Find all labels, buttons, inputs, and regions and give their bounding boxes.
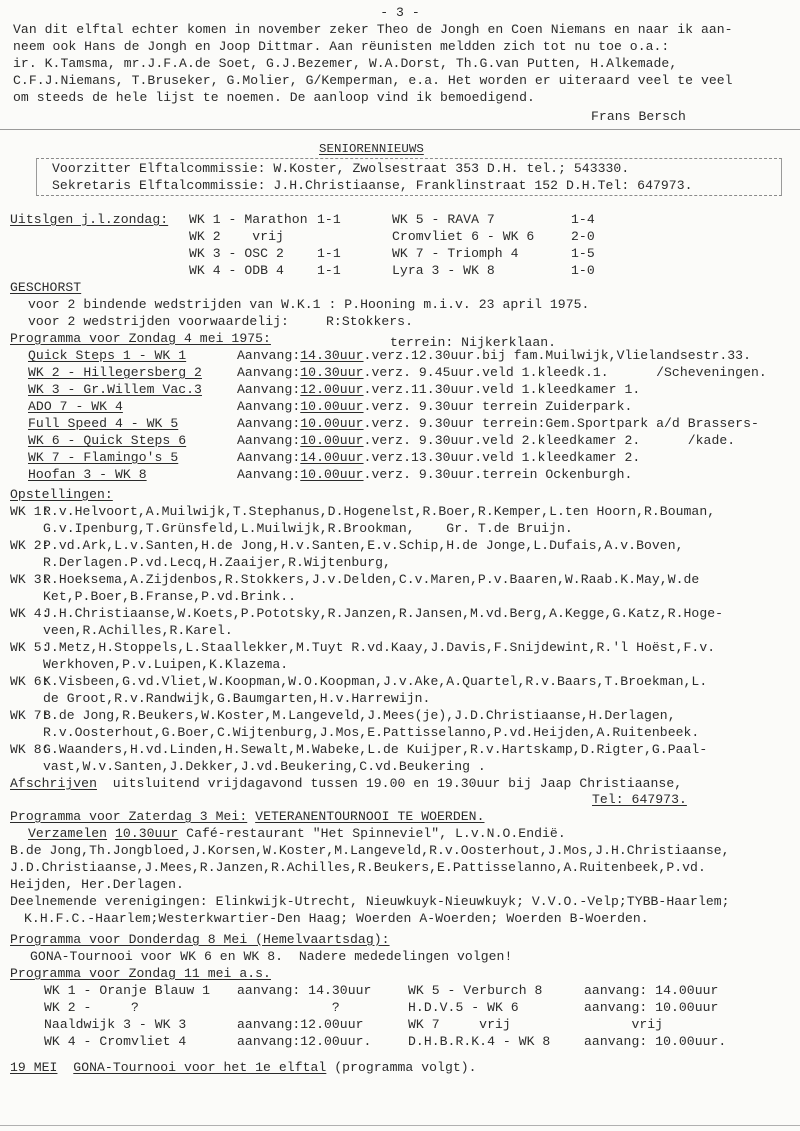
fixture-details: Aanvang:10.00uur.verz. 9.30uur terrein Zuiderpark.	[237, 399, 633, 414]
lineup-players: vast,W.v.Santen,J.Dekker,J.vd.Beukering,C.vd.Beukering .	[43, 759, 486, 774]
lineup-team: WK 3:	[10, 572, 50, 587]
program-field: terrein: Nijkerklaan.	[390, 335, 557, 350]
lineup-team: WK 8:	[10, 742, 50, 757]
veteran-players: J.D.Christiaanse,J.Mees,R.Janzen,R.Achilles,R.Beukers,E.Pattisselanno,A.Ruitenbeek,P.vd.	[10, 860, 706, 875]
program-title: Programma voor Zondag 11 mei a.s.	[10, 966, 271, 981]
cancel-label: Afschrijven	[10, 776, 97, 791]
fixture-match: WK 7 vrij	[408, 1017, 511, 1032]
gather-place: Café-restaurant "Het Spinneviel", L.v.N.O.Endië.	[178, 826, 566, 841]
committee-secretary: Sekretaris Elftalcommissie: J.H.Christiaanse, Franklinstraat 152 D.H.Tel: 647973.	[52, 178, 693, 193]
gather-label: Verzamelen	[28, 826, 108, 841]
fixture-details: Aanvang:14.30uur.verz.12.30uur.bij fam.Muilwijk,Vlielandsestr.33.	[237, 348, 751, 363]
divider	[0, 129, 800, 130]
fixture-start: aanvang: 14.00uur	[584, 983, 719, 998]
result-score: 1-5	[571, 246, 595, 261]
fixture-start: aanvang:12.00uur.	[237, 1034, 372, 1049]
fixture-start: aanvang: 14.30uur	[237, 983, 372, 998]
section-title: SENIORENNIEUWS	[319, 142, 424, 156]
page-number: - 3 -	[380, 5, 420, 20]
cancel-text: uitsluitend vrijdagavond tussen 19.00 en 19.30uur bij Jaap Christiaanse,	[96, 776, 683, 791]
gather-time: 10.30uur	[115, 826, 179, 841]
fixture-match: Full Speed 4 - WK 5	[28, 416, 179, 431]
lineup-players: J.H.Christiaanse,W.Koets,P.Pototsky,R.Janzen,R.Jansen,M.vd.Berg,A.Kegge,G.Katz,R.Hoge-	[43, 606, 724, 621]
fixture-start: aanvang:12.00uur	[237, 1017, 364, 1032]
fixture-match: Naaldwijk 3 - WK 3	[44, 1017, 187, 1032]
cancel-phone: Tel: 647973.	[592, 792, 687, 807]
result-match: WK 5 - RAVA 7	[392, 212, 495, 227]
result-score: 1-1	[317, 212, 341, 227]
may19-notice	[10, 1059, 477, 1076]
result-match: WK 1 - Marathon	[189, 212, 308, 227]
lineup-players: K.Visbeen,G.vd.Vliet,W.Koopman,W.O.Koopman,J.v.Ake,A.Quartel,R.v.Baars,T.Broekman,L.	[43, 674, 708, 689]
program-text: GONA-Tournooi voor WK 6 en WK 8. Nadere mededelingen volgen!	[30, 949, 513, 964]
result-match: WK 4 - ODB 4	[189, 263, 284, 278]
suspended-player: R:Stokkers.	[326, 314, 413, 329]
result-match: Cromvliet 6 - WK 6	[392, 229, 535, 244]
lineup-players: de Groot,R.v.Randwijk,G.Baumgarten,H.v.Harrewijn.	[43, 691, 431, 706]
lineup-team: WK 4:	[10, 606, 50, 621]
program-title: Programma voor Donderdag 8 Mei (Hemelvaartsdag):	[10, 932, 390, 947]
fixture-match: WK 5 - Verburch 8	[408, 983, 543, 998]
lineup-players: R.Hoeksema,A.Zijdenbos,R.Stokkers,J.v.Delden,C.v.Maren,P.v.Baaren,W.Raab.K.May,W.de	[43, 572, 700, 587]
lineup-players: R.v.Helvoort,A.Muilwijk,T.Stephanus,D.Hogenelst,R.Boer,R.Kemper,L.ten Hoorn,R.Bouman,	[43, 504, 716, 519]
lineup-players: G.Waanders,H.vd.Linden,H.Sewalt,M.Wabeke,L.de Kuijper,R.v.Hartskamp,D.Rigter,G.Paal-	[43, 742, 708, 757]
may19-note: (programma volgt).	[326, 1060, 477, 1075]
fixture-match: WK 3 - Gr.Willem Vac.3	[28, 382, 202, 397]
lineup-team: WK 7:	[10, 708, 50, 723]
committee-chair: Voorzitter Elftalcommissie: W.Koster, Zwolsestraat 353 D.H. tel.; 543330.	[52, 161, 630, 176]
program-title: Programma voor Zondag 4 mei 1975:	[10, 331, 271, 346]
lineup-players: B.de Jong,R.Beukers,W.Koster,M.Langeveld,J.Mees(je),J.D.Christiaanse,H.Derlagen,	[43, 708, 676, 723]
intro-line: ir. K.Tamsma, mr.J.F.A.de Soet, G.J.Bezemer, W.A.Dorst, Th.G.van Putten, H.Alkemade,	[13, 56, 678, 71]
fixture-details: Aanvang:10.00uur.verz. 9.30uur.veld 2.kleedkamer 2. /kade.	[237, 433, 736, 448]
lineup-team: WK 2:	[10, 538, 50, 553]
intro-line: Van dit elftal echter komen in november zeker Theo de Jongh en Coen Niemans en naar ik aan-	[13, 22, 733, 37]
lineup-team: WK 1:	[10, 504, 50, 519]
lineup-players: Ket,P.Boer,B.Franse,P.vd.Brink..	[43, 589, 297, 604]
event-name: VETERANENTOURNOOI TE WOERDEN.	[255, 809, 485, 824]
lineup-players: veen,R.Achilles,R.Karel.	[43, 623, 233, 638]
fixture-match: ADO 7 - WK 4	[28, 399, 123, 414]
lineups-title: Opstellingen:	[10, 487, 113, 502]
may19-date: 19 MEI	[10, 1060, 58, 1075]
result-match: WK 3 - OSC 2	[189, 246, 284, 261]
fixture-match: WK 6 - Quick Steps 6	[28, 433, 187, 448]
suspended-line: voor 2 wedstrijden voorwaardelij:	[28, 314, 289, 329]
fixture-match: WK 1 - Oranje Blauw 1	[44, 983, 211, 998]
fixture-details: Aanvang:14.00uur.verz.13.30uur.veld 1.kleedkamer 2.	[237, 450, 641, 465]
fixture-match: WK 7 - Flamingo's 5	[28, 450, 179, 465]
may19-event: GONA-Tournooi voor het 1e elftal	[73, 1060, 327, 1075]
fixture-match: WK 2 - ?	[44, 1000, 139, 1015]
lineup-team: WK 5:	[10, 640, 50, 655]
result-score: 1-1	[317, 263, 341, 278]
fixture-match: WK 4 - Cromvliet 4	[44, 1034, 187, 1049]
fixture-match: Quick Steps 1 - WK 1	[28, 348, 187, 363]
intro-line: neem ook Hans de Jongh en Joop Dittmar. Aan rëunisten meldden zich tot nu toe o.a.:	[13, 39, 670, 54]
fixture-match: WK 2 - Hillegersberg 2	[28, 365, 202, 380]
fixture-match: H.D.V.5 - WK 6	[408, 1000, 519, 1015]
fixture-start: vrij	[584, 1017, 664, 1032]
fixture-start: ?	[237, 1000, 340, 1015]
program-title: Programma voor Zaterdag 3 Mei:	[10, 809, 248, 824]
lineup-players: R.v.Oosterhout,G.Boer,C.Wijtenburg,J.Mos,E.Pattisselanno,P.vd.Heijden,A.Ruitenbeek.	[43, 725, 700, 740]
fixture-start: aanvang: 10.00uur.	[584, 1034, 727, 1049]
lineup-players: G.v.Ipenburg,T.Grünsfeld,L.Muilwijk,R.Brookman, Gr. T.de Bruijn.	[43, 521, 573, 536]
signature: Frans Bersch	[591, 109, 686, 124]
fixture-match: D.H.B.R.K.4 - WK 8	[408, 1034, 551, 1049]
fixture-details: Aanvang:10.00uur.verz. 9.30uur.terrein Ockenburgh.	[237, 467, 633, 482]
fixture-details: Aanvang:10.30uur.verz. 9.45uur.veld 1.kleedk.1. /Scheveningen.	[237, 365, 767, 380]
result-score: 2-0	[571, 229, 595, 244]
lineup-players: P.vd.Ark,L.v.Santen,H.de Jong,H.v.Santen,E.v.Schip,H.de Jonge,L.Dufais,A.v.Boven,	[43, 538, 684, 553]
fixture-match: Hoofan 3 - WK 8	[28, 467, 147, 482]
result-match: WK 7 - Triomph 4	[392, 246, 519, 261]
lineup-players: Werkhoven,P.v.Luipen,K.Klazema.	[43, 657, 289, 672]
veteran-players: B.de Jong,Th.Jongbloed,J.Korsen,W.Koster,M.Langeveld,R.v.Oosterhout,J.Mos,J.H.Christiaanse,	[10, 843, 730, 858]
lineup-players: R.Derlagen.P.vd.Lecq,H.Zaaijer,R.Wijtenburg,	[43, 555, 391, 570]
bottom-edge	[0, 1125, 800, 1126]
results-label: Uitslgen j.l.zondag:	[10, 212, 169, 227]
result-score: 1-1	[317, 246, 341, 261]
participating-clubs: K.H.F.C.-Haarlem;Westerkwartier-Den Haag; Woerden A-Woerden; Woerden B-Woerden.	[24, 911, 649, 926]
fixture-start: aanvang: 10.00uur	[584, 1000, 719, 1015]
fixture-details: Aanvang:12.00uur.verz.11.30uur.veld 1.kleedkamer 1.	[237, 382, 641, 397]
result-match: Lyra 3 - WK 8	[392, 263, 495, 278]
lineup-players: J.Metz,H.Stoppels,L.Staallekker,M.Tuyt R.vd.Kaay,J.Davis,F.Snijdewint,R.'l Hoëst,F.v.	[43, 640, 716, 655]
suspended-line: voor 2 bindende wedstrijden van W.K.1 : P.Hooning m.i.v. 23 april 1975.	[28, 297, 590, 312]
fixture-details: Aanvang:10.00uur.verz. 9.30uur terrein:Gem.Sportpark a/d Brassers-	[237, 416, 759, 431]
suspended-title: GESCHORST	[10, 280, 82, 295]
participating-clubs: Deelnemende verenigingen: Elinkwijk-Utrecht, Nieuwkuyk-Nieuwkuyk; V.V.O.-Velp;TYBB-Haarlem;	[10, 894, 730, 909]
result-match: WK 2 vrij	[189, 229, 284, 244]
veteran-players: Heijden, Her.Derlagen.	[10, 877, 184, 892]
intro-line: C.F.J.Niemans, T.Bruseker, G.Molier, G/Kemperman, e.a. Het worden er uiteraard veel te veel	[13, 73, 733, 88]
lineup-team: WK 6:	[10, 674, 50, 689]
intro-line: om steeds de hele lijst te noemen. De aanloop vind ik bemoedigend.	[13, 90, 535, 105]
result-score: 1-4	[571, 212, 595, 227]
result-score: 1-0	[571, 263, 595, 278]
